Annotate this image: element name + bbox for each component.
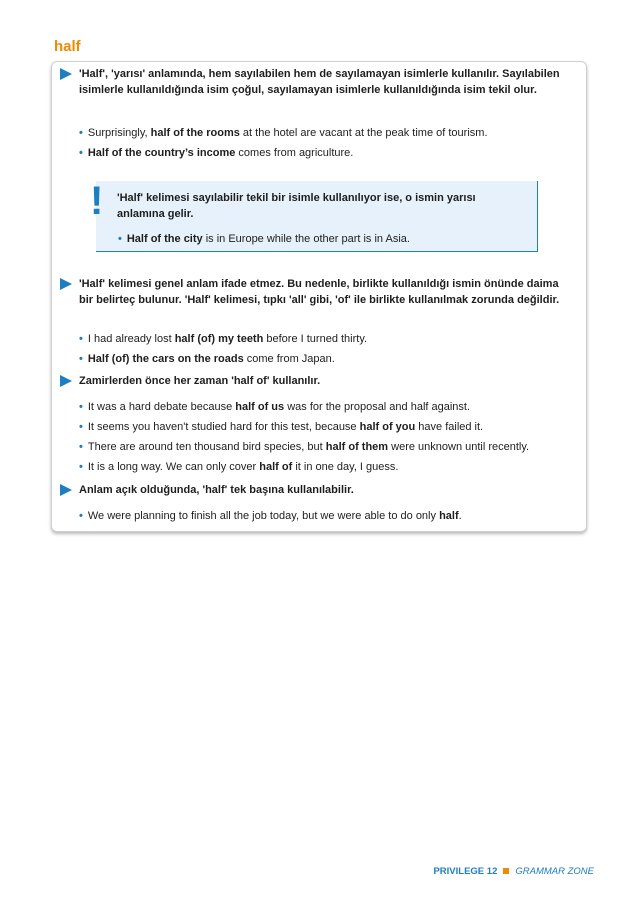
book-title: PRIVILEGE 12	[433, 866, 498, 877]
bullet-icon: •	[79, 401, 83, 413]
example-item: • It seems you haven't studied hard for this test, because half of you have failed it.	[79, 421, 484, 433]
page-footer	[433, 866, 594, 877]
example-item: • It was a hard debate because half of us was for the proposal and half against.	[79, 401, 471, 413]
bullet-icon: •	[79, 127, 83, 139]
example-item: • We were planning to finish all the job today, but we were able to do only half.	[79, 510, 462, 522]
note-text: 'Half' kelimesi sayılabilir tekil bir isimle kullanılıyor ise, o ismin yarısı anlamına gelir.	[117, 192, 476, 220]
arrow-icon	[60, 484, 72, 496]
bullet-icon: •	[118, 233, 122, 245]
separator-square-icon	[503, 868, 509, 874]
example-item: • Half (of) the cars on the roads come from Japan.	[79, 353, 335, 365]
arrow-icon	[60, 68, 72, 80]
arrow-icon	[60, 375, 72, 387]
rule-4	[60, 483, 569, 499]
bullet-icon: •	[79, 421, 83, 433]
section-name: GRAMMAR ZONE	[515, 866, 594, 877]
rule-text: Zamirlerden önce her zaman 'half of' kullanılır.	[79, 375, 321, 387]
bullet-icon: •	[79, 353, 83, 365]
bullet-icon: •	[79, 441, 83, 453]
example-item: • Half of the country’s income comes from agriculture.	[79, 147, 354, 159]
page-title: half	[54, 38, 81, 55]
rule-1	[60, 67, 569, 99]
rule-text: Anlam açık olduğunda, 'half' tek başına kullanılabilir.	[79, 484, 354, 496]
note-example: • Half of the city is in Europe while the other part is in Asia.	[118, 233, 410, 245]
arrow-icon	[60, 278, 72, 290]
rule-text: 'Half', 'yarısı' anlamında, hem sayılabilen hem de sayılamayan isimlerle kullanılır. Sayılabilen isimlerle kullanıldığında isim çoğul, sayılamayan isimlerle kullanıldığında isim tekil olur.	[79, 68, 560, 96]
example-item: • I had already lost half (of) my teeth before I turned thirty.	[79, 333, 368, 345]
example-item: • It is a long way. We can only cover half of it in one day, I guess.	[79, 461, 399, 473]
example-item: • There are around ten thousand bird species, but half of them were unknown until recently.	[79, 441, 530, 453]
bullet-icon: •	[79, 461, 83, 473]
bullet-icon: •	[79, 333, 83, 345]
rule-3	[60, 374, 569, 390]
bullet-icon: •	[79, 510, 83, 522]
bullet-icon: •	[79, 147, 83, 159]
rule-text: 'Half' kelimesi genel anlam ifade etmez. Bu nedenle, birlikte kullanıldığı ismin önünde daima bir belirteç bulunur. 'Half' kelimesi, tıpkı 'all' gibi, 'of' ile birlikte kullanılmak zorunda değildir.	[79, 278, 560, 306]
exclamation-icon: !	[90, 179, 104, 223]
rule-2	[60, 277, 569, 309]
example-item: • Surprisingly, half of the rooms at the hotel are vacant at the peak time of tourism.	[79, 127, 488, 139]
